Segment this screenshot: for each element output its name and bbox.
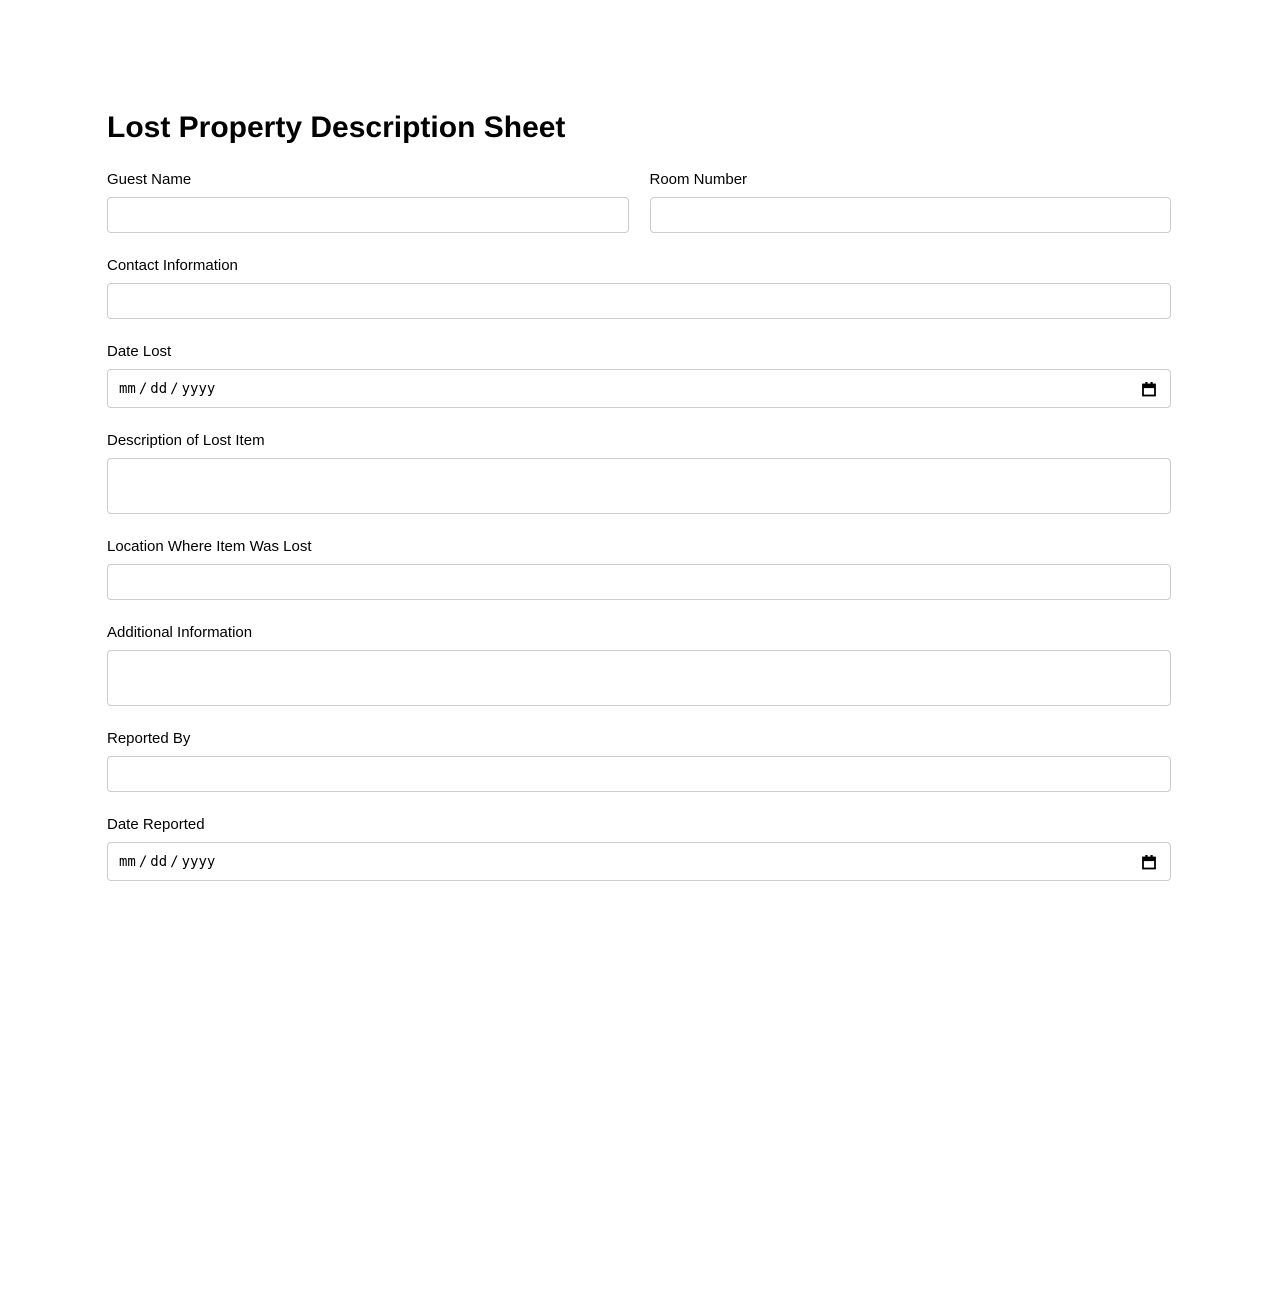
date-lost-year-segment[interactable]: yyyy bbox=[181, 380, 216, 397]
date-separator: / bbox=[170, 853, 179, 870]
date-lost-input[interactable] bbox=[107, 369, 1171, 408]
reported-by-label: Reported By bbox=[107, 730, 191, 747]
date-reported-input[interactable] bbox=[107, 842, 1171, 881]
date-reported-label: Date Reported bbox=[107, 816, 205, 833]
guest-room-row bbox=[107, 171, 1171, 257]
guest-name-input[interactable] bbox=[107, 197, 629, 233]
reported-by-input[interactable] bbox=[107, 756, 1171, 792]
additional-information-label: Additional Information bbox=[107, 624, 253, 641]
field-guest-name bbox=[107, 171, 629, 233]
calendar-icon[interactable] bbox=[1141, 854, 1157, 870]
field-room-number bbox=[650, 171, 1172, 233]
field-description bbox=[107, 432, 1171, 514]
date-reported-month-segment[interactable]: mm bbox=[119, 853, 136, 870]
date-lost-label: Date Lost bbox=[107, 343, 172, 360]
date-separator: / bbox=[138, 380, 148, 397]
date-lost-placeholder bbox=[119, 381, 215, 397]
description-label: Description of Lost Item bbox=[107, 432, 265, 449]
date-separator: / bbox=[138, 853, 148, 870]
guest-name-label: Guest Name bbox=[107, 171, 192, 188]
date-reported-day-segment[interactable]: dd bbox=[150, 853, 168, 870]
contact-information-input[interactable] bbox=[107, 283, 1171, 319]
calendar-icon[interactable] bbox=[1141, 381, 1157, 397]
date-lost-day-segment[interactable]: dd bbox=[150, 380, 168, 397]
date-reported-placeholder bbox=[119, 854, 215, 870]
page-title: Lost Property Description Sheet bbox=[107, 111, 566, 144]
location-label: Location Where Item Was Lost bbox=[107, 538, 312, 555]
contact-information-label: Contact Information bbox=[107, 257, 238, 274]
field-additional-information bbox=[107, 624, 1171, 706]
room-number-input[interactable] bbox=[650, 197, 1172, 233]
additional-information-textarea[interactable] bbox=[107, 650, 1171, 706]
date-reported-year-segment[interactable]: yyyy bbox=[181, 853, 216, 870]
field-date-reported bbox=[107, 816, 1171, 881]
field-reported-by bbox=[107, 730, 1171, 792]
location-input[interactable] bbox=[107, 564, 1171, 600]
date-separator: / bbox=[170, 380, 179, 397]
field-contact-information bbox=[107, 257, 1171, 319]
room-number-label: Room Number bbox=[649, 171, 748, 188]
date-lost-month-segment[interactable]: mm bbox=[119, 380, 136, 397]
lost-property-form bbox=[107, 171, 1171, 881]
form-container bbox=[107, 0, 1171, 881]
description-textarea[interactable] bbox=[107, 458, 1171, 514]
field-location bbox=[107, 538, 1171, 600]
field-date-lost bbox=[107, 343, 1171, 408]
